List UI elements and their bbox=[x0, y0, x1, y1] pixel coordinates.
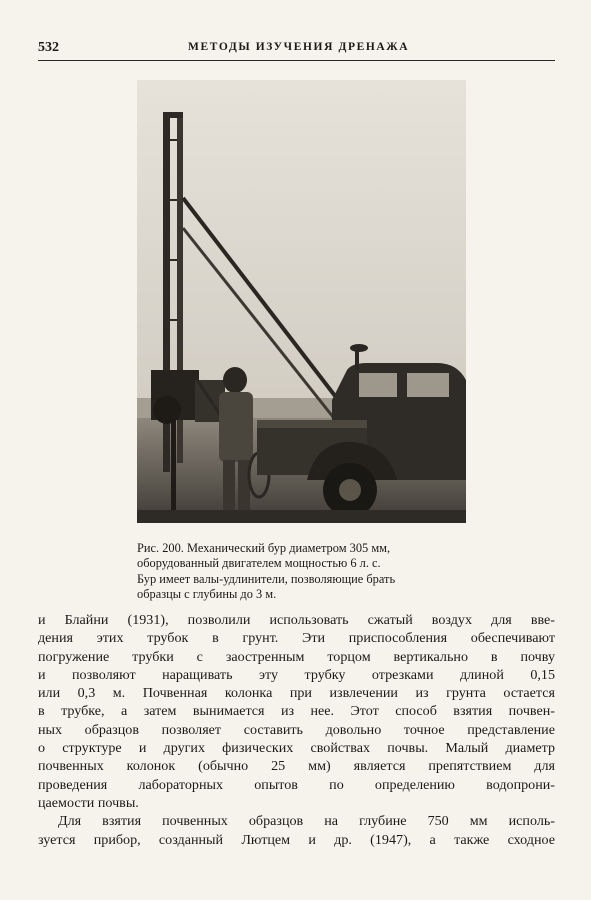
text-line: ных образцов позволяет составить довольно точное представление bbox=[38, 721, 555, 738]
caption-line: образцы с глубины до 3 м. bbox=[137, 586, 277, 601]
caption-line: Рис. 200. Механический бур диаметром 305 мм, bbox=[137, 541, 391, 555]
running-title: МЕТОДЫ ИЗУЧЕНИЯ ДРЕНАЖА bbox=[188, 41, 410, 53]
text-line: в трубке, а затем вынимается из нее. Этот способ взятия почвен- bbox=[38, 703, 555, 720]
caption-line: Бур имеет валы-удлинители, позволяющие брать bbox=[137, 571, 396, 586]
text-line: о структуре и других физических свойствах почвы. Малый диаметр bbox=[38, 740, 555, 757]
body-text bbox=[38, 611, 555, 849]
text-line: почвенных колонок (обычно 25 мм) является препятствием для bbox=[38, 758, 555, 775]
paragraph bbox=[38, 812, 555, 849]
text-line: Для взятия почвенных образцов на глубине 750 мм исполь- bbox=[58, 813, 555, 830]
paragraph bbox=[38, 611, 555, 812]
drill-truck-photo bbox=[137, 80, 466, 523]
text-line: цаемости почвы. bbox=[38, 794, 139, 811]
page-number: 532 bbox=[38, 40, 59, 55]
text-line: и позволяют наращивать эту трубку отрезками длиной 0,15 bbox=[38, 666, 555, 683]
text-line: и Блайни (1931), позволили использовать сжатый воздух для вве- bbox=[38, 612, 555, 628]
running-header bbox=[38, 40, 555, 61]
caption-line: оборудованный двигателем мощностью 6 л. с. bbox=[137, 556, 381, 571]
text-line: или 0,3 м. Почвенная колонка при извлечении из грунта остается bbox=[38, 685, 555, 702]
text-line: дения этих трубок в грунт. Эти приспособления обеспечивают bbox=[38, 630, 555, 647]
figure-caption bbox=[137, 541, 472, 602]
text-line: проведения лабораторных опытов по определению водопрони- bbox=[38, 776, 555, 793]
text-line: погружение трубки с заостренным торцом вертикально в почву bbox=[38, 648, 555, 665]
text-line: зуется прибор, созданный Лютцем и др. (1947), а также сходное bbox=[38, 831, 555, 848]
figure-photo bbox=[137, 80, 466, 523]
